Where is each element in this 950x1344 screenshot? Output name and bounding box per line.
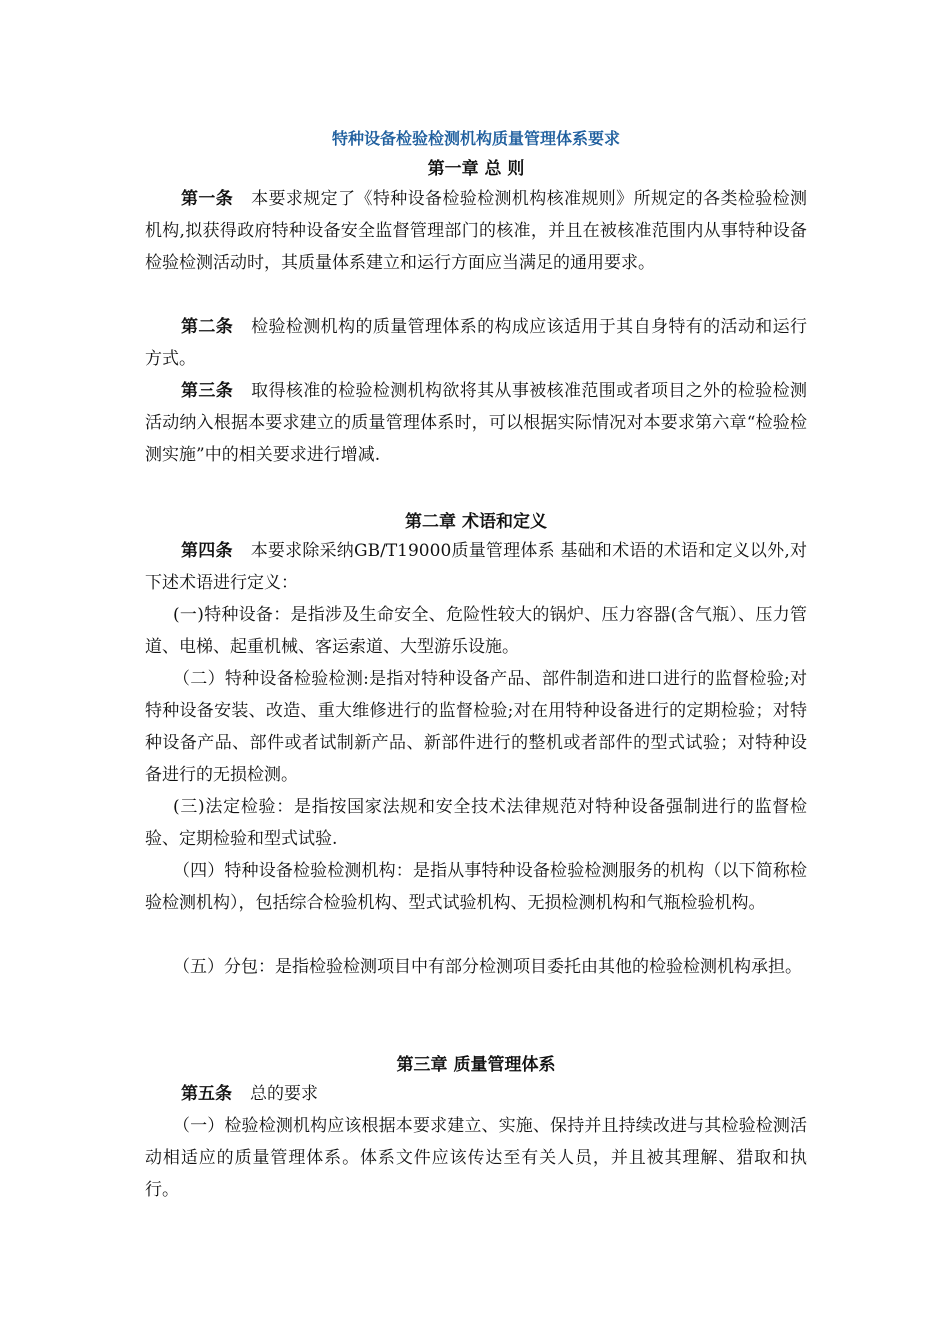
article-label: 第三条	[181, 381, 234, 401]
article-paragraph	[145, 1078, 807, 1110]
definition-item: (三)法定检验：是指按国家法规和安全技术法律规范对特种设备强制进行的监督检验、定期检验和型式试验.	[145, 797, 807, 849]
article-text: 取得核准的检验检测机构欲将其从事被核准范围或者项目之外的检验检测活动纳入根据本要求建立的质量管理体系时，可以根据实际情况对本要求第六章“检验检测实施”中的相关要求进行增减.	[145, 381, 808, 465]
article-label: 第四条	[181, 541, 233, 561]
definition-item: （二）特种设备检验检测:是指对特种设备产品、部件制造和进口进行的监督检验;对特种设备安装、改造、重大维修进行的监督检验;对在用特种设备进行的定期检验；对特种设备产品、部件或者试制新产品、新部件进行的整机或者部件的型式试验；对特种设备进行的无损检测。	[145, 669, 807, 785]
article-text: 本要求规定了《特种设备检验检测机构核准规则》所规定的各类检验检测机构,拟获得政府特种设备安全监督管理部门的核准，并且在被核准范围内从事特种设备检验检测活动时，其质量体系建立和运行方面应当满足的通用要求。	[145, 189, 808, 273]
article-paragraph	[145, 311, 807, 375]
document-title: 特种设备检验检测机构质量管理体系要求	[331, 129, 620, 148]
article-text: 本要求除采纳GB/T19000质量管理体系 基础和术语的术语和定义以外,对下述术语进行定义：	[145, 541, 808, 593]
article-paragraph	[145, 375, 807, 471]
chapter-heading: 第三章 质量管理体系	[396, 1055, 556, 1075]
definition-item: （四）特种设备检验检测机构：是指从事特种设备检验检测服务的机构（以下简称检验检测机构），包括综合检验机构、型式试验机构、无损检测机构和气瓶检验机构。	[145, 861, 807, 913]
article-label: 第五条	[181, 1084, 232, 1104]
article-text: 检验检测机构的质量管理体系的构成应该适用于其自身特有的活动和运行方式。	[145, 317, 808, 369]
definition-item: （五）分包：是指检验检测项目中有部分检测项目委托由其他的检验检测机构承担。	[173, 957, 802, 977]
article-label: 第一条	[181, 189, 234, 209]
chapter-heading: 第二章 术语和定义	[405, 512, 547, 532]
article-text: 总的要求	[250, 1084, 318, 1104]
article-paragraph	[145, 535, 807, 599]
article-paragraph	[145, 183, 807, 279]
requirement-item: （一）检验检测机构应该根据本要求建立、实施、保持并且持续改进与其检验检测活动相适应的质量管理体系。体系文件应该传达至有关人员，并且被其理解、猎取和执行。	[145, 1116, 807, 1200]
definition-item: (一)特种设备：是指涉及生命安全、危险性较大的锅炉、压力容器(含气瓶）、压力管道、电梯、起重机械、客运索道、大型游乐设施。	[145, 605, 807, 657]
chapter-heading: 第一章 总 则	[427, 159, 525, 179]
article-label: 第二条	[181, 317, 234, 337]
